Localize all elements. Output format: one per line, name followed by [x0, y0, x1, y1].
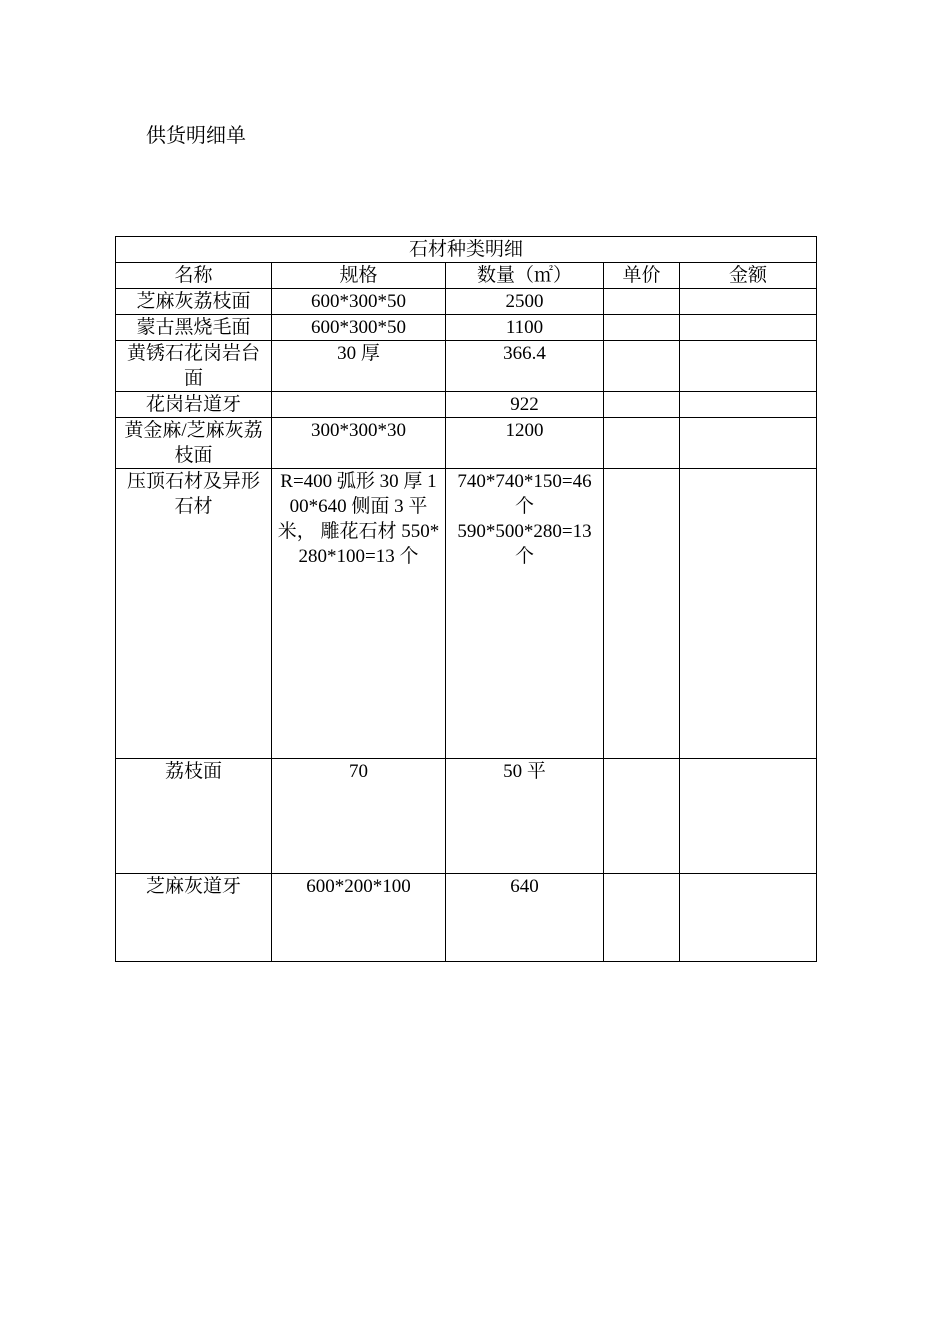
table-row — [116, 469, 817, 759]
cell-spec: R=400 弧形 30 厚 100*640 侧面 3 平米， 雕花石材 550*280*100=13 个 — [272, 469, 446, 759]
header-amount: 金额 — [680, 263, 817, 289]
stone-detail-table — [115, 236, 817, 962]
cell-unit-price — [604, 469, 680, 759]
table-row — [116, 874, 817, 962]
cell-name: 花岗岩道牙 — [116, 392, 272, 418]
table-caption: 石材种类明细 — [116, 237, 817, 263]
table-row — [116, 759, 817, 874]
cell-amount — [680, 289, 817, 315]
cell-spec — [272, 392, 446, 418]
cell-unit-price — [604, 341, 680, 392]
cell-amount — [680, 392, 817, 418]
cell-quantity: 922 — [446, 392, 604, 418]
cell-unit-price — [604, 759, 680, 874]
header-unit-price: 单价 — [604, 263, 680, 289]
quantity-line: 590*500*280=13 个 — [457, 521, 592, 567]
table-row — [116, 418, 817, 469]
cell-quantity: 1100 — [446, 315, 604, 341]
table-caption-row — [116, 237, 817, 263]
cell-name: 芝麻灰荔枝面 — [116, 289, 272, 315]
cell-spec: 30 厚 — [272, 341, 446, 392]
table-row — [116, 392, 817, 418]
document-title: 供货明细单 — [146, 125, 246, 147]
cell-spec: 70 — [272, 759, 446, 874]
cell-quantity: 1200 — [446, 418, 604, 469]
cell-spec: 600*200*100 — [272, 874, 446, 962]
cell-unit-price — [604, 392, 680, 418]
cell-name: 芝麻灰道牙 — [116, 874, 272, 962]
table-row — [116, 341, 817, 392]
cell-unit-price — [604, 874, 680, 962]
cell-amount — [680, 874, 817, 962]
cell-quantity — [446, 469, 604, 759]
cell-spec: 600*300*50 — [272, 315, 446, 341]
cell-spec: 300*300*30 — [272, 418, 446, 469]
cell-amount — [680, 418, 817, 469]
cell-quantity: 2500 — [446, 289, 604, 315]
table-row — [116, 315, 817, 341]
cell-spec: 600*300*50 — [272, 289, 446, 315]
header-spec: 规格 — [272, 263, 446, 289]
cell-name: 黄锈石花岗岩台面 — [116, 341, 272, 392]
cell-quantity: 50 平 — [446, 759, 604, 874]
cell-unit-price — [604, 418, 680, 469]
table-header-row — [116, 263, 817, 289]
cell-unit-price — [604, 315, 680, 341]
cell-amount — [680, 315, 817, 341]
cell-amount — [680, 759, 817, 874]
cell-name: 黄金麻/芝麻灰荔枝面 — [116, 418, 272, 469]
header-quantity: 数量（㎡） — [446, 263, 604, 289]
cell-quantity: 366.4 — [446, 341, 604, 392]
cell-name: 荔枝面 — [116, 759, 272, 874]
cell-name: 蒙古黑烧毛面 — [116, 315, 272, 341]
quantity-line: 740*740*150=46 个 — [457, 471, 592, 517]
cell-amount — [680, 341, 817, 392]
cell-name: 压顶石材及异形石材 — [116, 469, 272, 759]
table-row — [116, 289, 817, 315]
header-name: 名称 — [116, 263, 272, 289]
cell-amount — [680, 469, 817, 759]
cell-unit-price — [604, 289, 680, 315]
cell-quantity: 640 — [446, 874, 604, 962]
